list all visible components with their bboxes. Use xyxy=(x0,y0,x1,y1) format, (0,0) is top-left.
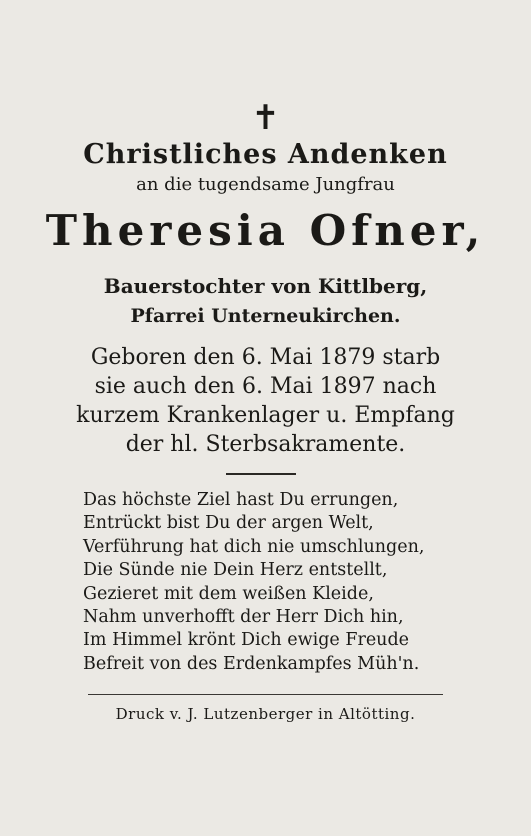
poem-line: Verführung hat dich nie umschlungen, xyxy=(83,536,425,557)
biography-line: sie auch den 6. Mai 1897 nach xyxy=(94,374,437,399)
poem-line: Im Himmel krönt Dich ewige Freude xyxy=(83,630,410,651)
biography-line: kurzem Krankenlager u. Empfang xyxy=(76,403,455,428)
deceased-name: Theresia Ofner, xyxy=(45,206,486,255)
biography-line: Geboren den 6. Mai 1879 starb xyxy=(90,345,441,370)
biography-text xyxy=(0,343,531,459)
short-divider xyxy=(226,473,296,475)
parish-line: Pfarrei Unterneukirchen. xyxy=(130,305,401,327)
poem-line: Gezieret mit dem weißen Kleide, xyxy=(83,583,374,604)
poem-line: Entrückt bist Du der argen Welt, xyxy=(83,513,374,534)
occupation-line: Bauerstochter von Kittlberg, xyxy=(103,274,428,298)
poem-line: Die Sünde nie Dein Herz entstellt, xyxy=(83,560,388,581)
card-heading: Christliches Andenken xyxy=(83,139,448,170)
dedication-line: an die tugendsame Jungfrau xyxy=(136,174,395,195)
memorial-poem xyxy=(83,489,453,676)
poem-line: Das höchste Ziel hast Du errungen, xyxy=(83,490,399,510)
biography-line: der hl. Sterbsakramente. xyxy=(125,432,406,457)
printer-imprint: Druck v. J. Lutzenberger in Altötting. xyxy=(115,705,416,723)
poem-line: Befreit von des Erdenkampfes Müh'n. xyxy=(83,653,420,674)
cross-icon: ✝ xyxy=(251,98,280,138)
long-divider xyxy=(88,694,443,695)
poem-line: Nahm unverhofft der Herr Dich hin, xyxy=(83,607,404,628)
